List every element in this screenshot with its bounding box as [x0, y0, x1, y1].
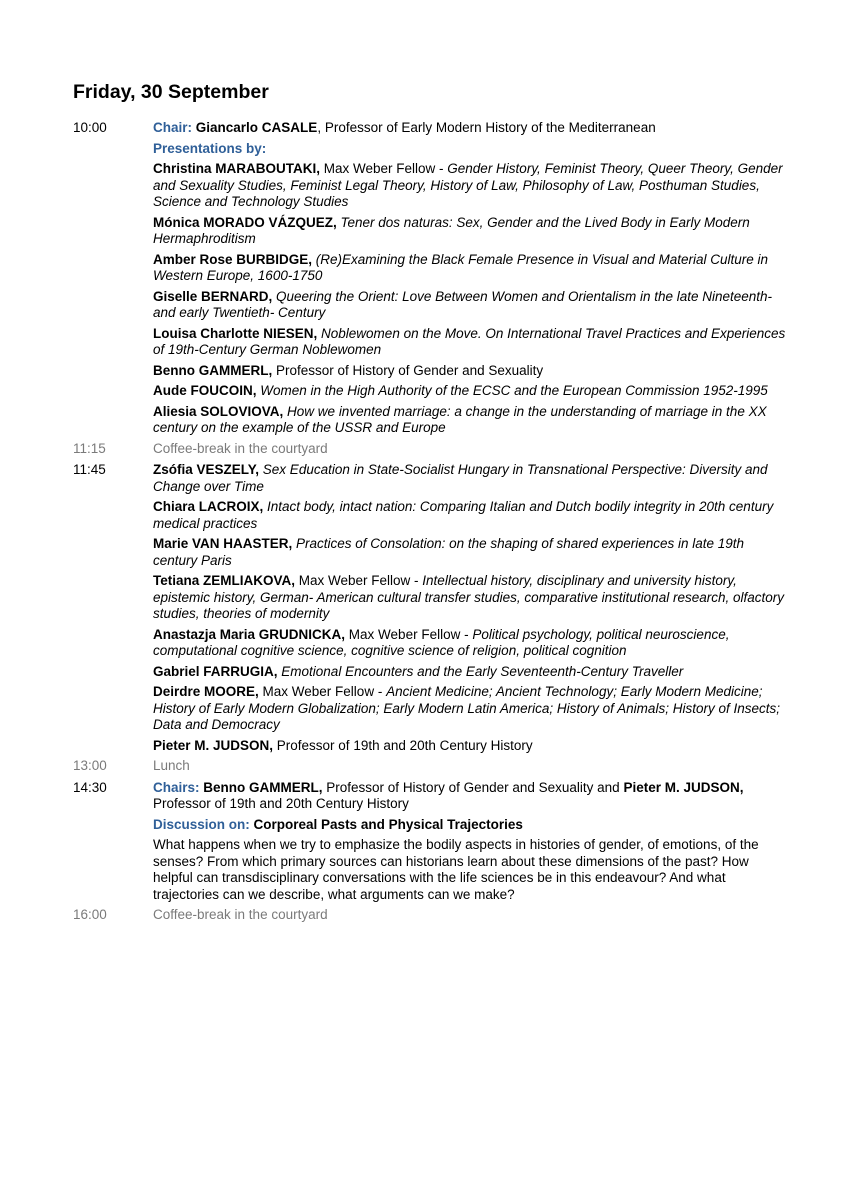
presentation-item: Anastazja Maria GRUDNICKA, Max Weber Fellow - Political psychology, political neuroscience, computational cognitive science, cognitive science of religion, political cognition [153, 626, 730, 658]
presentation-item: Chiara LACROIX, Intact body, intact nation: Comparing Italian and Dutch bodily integrity in 20th century medical practices [153, 499, 774, 531]
chair-role: , Professor of Early Modern History of the Mediterranean [317, 120, 656, 135]
slot-time: 11:15 [73, 440, 106, 456]
presentation-item: Mónica MORADO VÁZQUEZ, Tener dos naturas: Sex, Gender and the Lived Body in Early Modern Hermaphroditism [153, 214, 750, 246]
schedule [73, 120, 788, 929]
chair-name: Benno GAMMERL, [203, 779, 323, 795]
break-label: Lunch [153, 758, 190, 773]
slot-time: 14:30 [73, 779, 107, 795]
presentation-item: Pieter M. JUDSON, Professor of 19th and 20th Century History [153, 737, 533, 753]
slot-time: 16:00 [73, 907, 107, 922]
break-label: Coffee-break in the courtyard [153, 907, 328, 922]
presentation-item: Amber Rose BURBIDGE, (Re)Examining the Black Female Presence in Visual and Material Culture in Western Europe, 1600-1750 [153, 251, 768, 283]
chair-name: Pieter M. JUDSON, [623, 779, 744, 795]
presentation-item: Tetiana ZEMLIAKOVA, Max Weber Fellow - Intellectual history, disciplinary and university history, epistemic history, German- American cultural transfer studies, comparative institutional research, olfactory studies, theories of modernity [153, 573, 784, 621]
day-title: Friday, 30 September [73, 81, 269, 103]
discussion-text: What happens when we try to emphasize the bodily aspects in histories of gender, of emotions, of the senses? From which primary sources can historians learn about these dimensions of the past? How helpful can transdisciplinary conversations with the life sciences be in this endeavour? And what trajectories can we describe, what arguments can we make? [153, 837, 759, 902]
chair-line [153, 120, 788, 137]
discussion-title: Corporeal Pasts and Physical Trajectories [253, 816, 523, 832]
chairs-line [153, 780, 788, 813]
discussion-label: Discussion on: [153, 816, 250, 832]
presentation-item: Giselle BERNARD, Queering the Orient: Love Between Women and Orientalism in the late Nineteenth- and early Twentieth- Century [153, 288, 773, 320]
chair-name: Giancarlo CASALE [195, 120, 318, 135]
lunch-1300 [73, 758, 788, 775]
break-label: Coffee-break in the courtyard [153, 440, 328, 456]
chair-role: Professor of 19th and 20th Century History [153, 796, 409, 811]
session-1000 [73, 120, 788, 437]
coffee-break-1600 [73, 907, 788, 924]
presentation-item: Marie VAN HAASTER, Practices of Consolation: on the shaping of shared experiences in late 19th century Paris [153, 536, 745, 568]
chair-label: Chair: [153, 120, 193, 135]
slot-time: 13:00 [73, 758, 107, 773]
presentation-item: Aude FOUCOIN, Women in the High Authority of the ECSC and the European Commission 1952-1995 [153, 383, 768, 398]
discussion-line [153, 817, 788, 834]
discussion-1430 [73, 780, 788, 904]
chairs-label: Chairs: [153, 779, 200, 795]
presentation-item: Christina MARABOUTAKI, Max Weber Fellow - Gender History, Feminist Theory, Queer Theory, Gender and Sexuality Studies, Feminist Legal Theory, History of Law, Philosophy of Law, Posthuman Studies, Science and Technology Studies [153, 161, 783, 209]
slot-time: 11:45 [73, 462, 106, 477]
chair-role: Professor of History of Gender and Sexuality and [322, 779, 624, 795]
presentation-item: Louisa Charlotte NIESEN, Noblewomen on the Move. On International Travel Practices and Experiences of 19th-Century German Noblewomen [153, 325, 786, 357]
presentation-item: Aliesia SOLOVIOVA, How we invented marriage: a change in the understanding of marriage in the XX century on the example of the USSR and Europe [153, 403, 767, 435]
presentations-label: Presentations by: [153, 140, 267, 156]
slot-time: 10:00 [73, 120, 107, 135]
presentation-item: Benno GAMMERL, Professor of History of Gender and Sexuality [153, 362, 544, 378]
presentation-item: Zsófia VESZELY, Sex Education in State-Socialist Hungary in Transnational Perspective: Diversity and Change over Time [153, 462, 768, 494]
session-1145 [73, 462, 788, 754]
coffee-break-1115 [73, 441, 788, 458]
presentation-item: Deirdre MOORE, Max Weber Fellow - Ancient Medicine; Ancient Technology; Early Modern Medicine; History of Early Modern Globalization; Early Modern Latin America; History of Animals; History of Insects; Data and Democracy [153, 684, 780, 732]
presentation-item: Gabriel FARRUGIA, Emotional Encounters and the Early Seventeenth-Century Traveller [153, 663, 684, 679]
